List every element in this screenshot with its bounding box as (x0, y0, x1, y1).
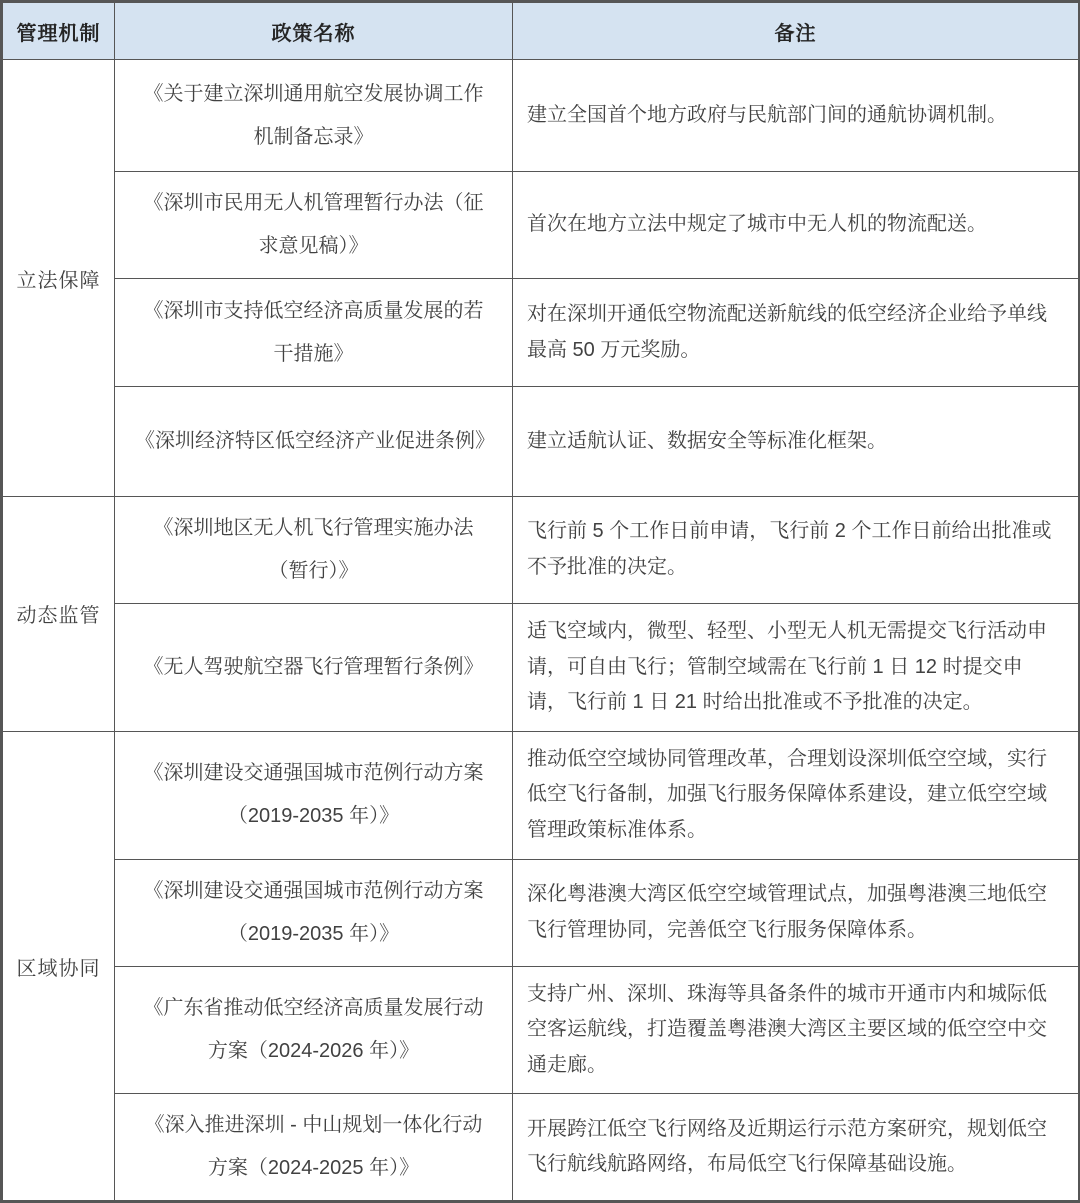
policy-cell: 《深圳市民用无人机管理暂行办法（征求意见稿）》 (115, 172, 513, 279)
header-cell-mechanism: 管理机制 (2, 2, 115, 60)
remark-cell: 建立适航认证、数据安全等标准化框架。 (513, 387, 1080, 497)
table-row (2, 497, 1080, 604)
header-cell-remark: 备注 (513, 2, 1080, 60)
policy-cell: 《广东省推动低空经济高质量发展行动方案（2024-2026 年）》 (115, 966, 513, 1094)
table-row (2, 859, 1080, 966)
header-row (2, 2, 1080, 60)
table-row (2, 279, 1080, 387)
group-label-regional: 区域协同 (2, 731, 115, 1202)
remark-cell: 适飞空域内，微型、轻型、小型无人机无需提交飞行活动申请，可自由飞行；管制空域需在飞行前 1 日 12 时提交申请，飞行前 1 日 21 时给出批准或不予批准的决定。 (513, 604, 1080, 732)
remark-cell: 飞行前 5 个工作日前申请，飞行前 2 个工作日前给出批准或不予批准的决定。 (513, 497, 1080, 604)
table-row (2, 172, 1080, 279)
table-row (2, 60, 1080, 172)
table-row (2, 387, 1080, 497)
policy-cell: 《深圳地区无人机飞行管理实施办法（暂行）》 (115, 497, 513, 604)
header-cell-policy: 政策名称 (115, 2, 513, 60)
remark-cell: 首次在地方立法中规定了城市中无人机的物流配送。 (513, 172, 1080, 279)
group-label-legislation: 立法保障 (2, 60, 115, 497)
table-row (2, 1094, 1080, 1202)
policy-cell: 《深圳经济特区低空经济产业促进条例》 (115, 387, 513, 497)
table-row (2, 966, 1080, 1094)
table-row (2, 731, 1080, 859)
remark-cell: 开展跨江低空飞行网络及近期运行示范方案研究，规划低空飞行航线航路网络，布局低空飞行保障基础设施。 (513, 1094, 1080, 1202)
policy-cell: 《深圳建设交通强国城市范例行动方案（2019-2035 年）》 (115, 731, 513, 859)
table-row (2, 604, 1080, 732)
policy-cell: 《无人驾驶航空器飞行管理暂行条例》 (115, 604, 513, 732)
policy-cell: 《深圳市支持低空经济高质量发展的若干措施》 (115, 279, 513, 387)
remark-cell: 推动低空空域协同管理改革，合理划设深圳低空空域，实行低空飞行备制，加强飞行服务保障体系建设，建立低空空域管理政策标准体系。 (513, 731, 1080, 859)
policy-cell: 《深圳建设交通强国城市范例行动方案（2019-2035 年）》 (115, 859, 513, 966)
remark-cell: 对在深圳开通低空物流配送新航线的低空经济企业给予单线最高 50 万元奖励。 (513, 279, 1080, 387)
remark-cell: 支持广州、深圳、珠海等具备条件的城市开通市内和城际低空客运航线，打造覆盖粤港澳大湾区主要区域的低空空中交通走廊。 (513, 966, 1080, 1094)
policy-cell: 《关于建立深圳通用航空发展协调工作机制备忘录》 (115, 60, 513, 172)
group-label-supervision: 动态监管 (2, 497, 115, 732)
remark-cell: 深化粤港澳大湾区低空空域管理试点，加强粤港澳三地低空飞行管理协同，完善低空飞行服务保障体系。 (513, 859, 1080, 966)
remark-cell: 建立全国首个地方政府与民航部门间的通航协调机制。 (513, 60, 1080, 172)
policy-cell: 《深入推进深圳 - 中山规划一体化行动方案（2024-2025 年）》 (115, 1094, 513, 1202)
